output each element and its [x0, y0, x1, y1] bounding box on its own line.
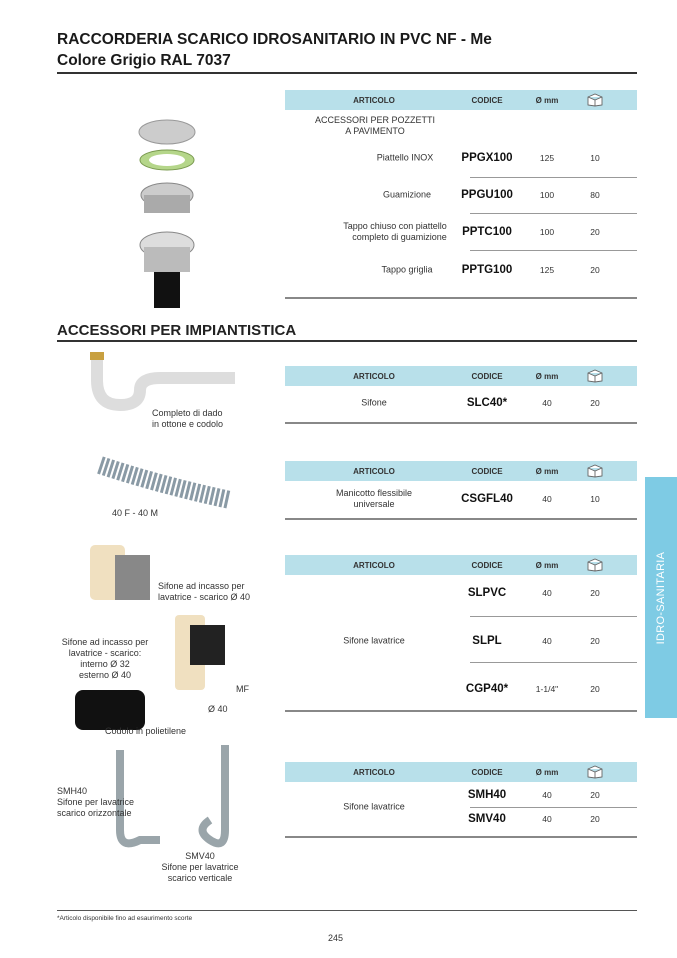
table-smh-smv — [285, 762, 637, 842]
row-code: SLPVC — [467, 587, 507, 599]
row-qty: 20 — [590, 588, 600, 598]
row-diam: 40 — [542, 814, 552, 824]
row-qty: 20 — [590, 265, 600, 275]
caption-d40: Ø 40 — [208, 704, 228, 714]
row-desc: Piattello INOX — [376, 152, 434, 163]
row-qty: 80 — [590, 190, 600, 200]
col-diam: Ø mm — [535, 561, 559, 570]
col-articolo: ARTICOLO — [353, 96, 395, 105]
box-icon — [585, 369, 605, 383]
page-subtitle: Colore Grigio RAL 7037 — [57, 52, 231, 69]
box-icon — [585, 93, 605, 107]
caption-incasso2: Sifone ad incasso per lavatrice - scarico: interno Ø 32 esterno Ø 40 — [61, 637, 149, 680]
table-bottom-rule — [285, 710, 637, 712]
row-qty: 20 — [590, 636, 600, 646]
row-desc: Guamizione — [382, 189, 432, 200]
caption-slc: Completo di dado in ottone e codolo — [152, 408, 224, 429]
row-code: CGP40* — [465, 683, 509, 695]
row-code: SLC40* — [466, 397, 508, 409]
row-diam: 40 — [542, 398, 552, 408]
row-diam: 125 — [539, 265, 555, 275]
table-bottom-rule — [285, 518, 637, 520]
row-diam: 100 — [539, 190, 555, 200]
row-divider — [470, 213, 637, 214]
table-header — [285, 90, 637, 110]
caption-mf: MF — [236, 684, 249, 694]
page-number: 245 — [328, 933, 344, 943]
row-code: PPTG100 — [461, 264, 513, 276]
col-articolo: ARTICOLO — [353, 372, 395, 381]
row-code: SMV40 — [468, 813, 506, 825]
table-header — [285, 555, 637, 575]
row-code: SMH40 — [467, 789, 507, 801]
row-desc: Sifone lavatrice — [343, 801, 405, 812]
row-diam: 1-1/4" — [535, 684, 559, 694]
row-code: SLPL — [472, 635, 502, 647]
table-bottom-rule — [285, 297, 637, 299]
row-code: PPTC100 — [462, 226, 512, 238]
table-sifone-lavatrice — [285, 555, 637, 715]
row-desc: Tappo chiuso con piattello completo di guamizione — [343, 221, 447, 242]
box-icon — [585, 765, 605, 779]
row-diam: 100 — [539, 227, 555, 237]
caption-smv: SMV40 Sifone per lavatrice scarico verticale — [161, 851, 239, 883]
row-qty: 10 — [590, 153, 600, 163]
col-codice: CODICE — [471, 768, 503, 777]
row-qty: 20 — [590, 790, 600, 800]
col-articolo: ARTICOLO — [353, 467, 395, 476]
col-diam: Ø mm — [535, 768, 559, 777]
row-divider — [470, 807, 637, 808]
footnote: *Articolo disponibile fino ad esaurimento scorte — [57, 915, 193, 922]
section-title: ACCESSORI PER IMPIANTISTICA — [57, 322, 297, 339]
row-diam: 40 — [542, 588, 552, 598]
floor-drain-accessories-image — [120, 115, 215, 315]
col-diam: Ø mm — [535, 372, 559, 381]
box-icon — [585, 464, 605, 478]
group-label: ACCESSORI PER POZZETTI A PAVIMENTO — [314, 115, 435, 136]
table-header — [285, 366, 637, 386]
row-qty: 20 — [590, 684, 600, 694]
col-codice: CODICE — [471, 467, 503, 476]
side-tab-label: IDRO-SANITARIA — [655, 551, 667, 644]
row-qty: 10 — [590, 494, 600, 504]
row-desc: Sifone lavatrice — [343, 635, 405, 646]
row-diam: 125 — [539, 153, 555, 163]
col-codice: CODICE — [471, 372, 503, 381]
section-rule — [57, 340, 637, 342]
caption-codolo: Codolo in polietilene — [105, 726, 187, 736]
col-diam: Ø mm — [535, 96, 559, 105]
row-desc: Sifone — [361, 397, 387, 408]
row-divider — [470, 616, 637, 617]
col-diam: Ø mm — [535, 467, 559, 476]
col-codice: CODICE — [471, 96, 503, 105]
table-bottom-rule — [285, 422, 637, 424]
col-codice: CODICE — [471, 561, 503, 570]
table-sifone — [285, 366, 637, 426]
row-divider — [470, 662, 637, 663]
row-divider — [470, 250, 637, 251]
row-desc: Manicotto flessibile universale — [335, 488, 413, 509]
page-title: RACCORDERIA SCARICO IDROSANITARIO IN PVC NF - Me — [57, 31, 492, 48]
footer-rule — [57, 910, 637, 911]
row-qty: 20 — [590, 398, 600, 408]
table-bottom-rule — [285, 836, 637, 838]
caption-incasso1: Sifone ad incasso per lavatrice - scarico Ø 40 — [158, 581, 251, 602]
row-qty: 20 — [590, 814, 600, 824]
table-floor-drain-accessories — [285, 90, 637, 300]
box-icon — [585, 558, 605, 572]
col-articolo: ARTICOLO — [353, 561, 395, 570]
caption-smh-text: SMH40 Sifone per lavatrice scarico orizzontale — [57, 786, 135, 818]
row-code: PPGX100 — [461, 152, 513, 164]
row-code: CSGFL40 — [461, 493, 513, 505]
row-diam: 40 — [542, 790, 552, 800]
row-qty: 20 — [590, 227, 600, 237]
caption-csgfl: 40 F - 40 M — [112, 508, 159, 518]
table-header — [285, 762, 637, 782]
row-diam: 40 — [542, 494, 552, 504]
caption-smh — [57, 786, 137, 819]
row-desc: Tappo griglia — [381, 264, 433, 275]
manicotto-image — [90, 455, 240, 510]
row-diam: 40 — [542, 636, 552, 646]
col-articolo: ARTICOLO — [353, 768, 395, 777]
row-divider — [470, 177, 637, 178]
table-manicotto — [285, 461, 637, 521]
row-code: PPGU100 — [461, 189, 513, 201]
side-tab-idro-sanitaria[interactable] — [645, 477, 677, 718]
table-header — [285, 461, 637, 481]
sifone-incasso-images — [60, 540, 240, 730]
title-rule — [57, 72, 637, 74]
